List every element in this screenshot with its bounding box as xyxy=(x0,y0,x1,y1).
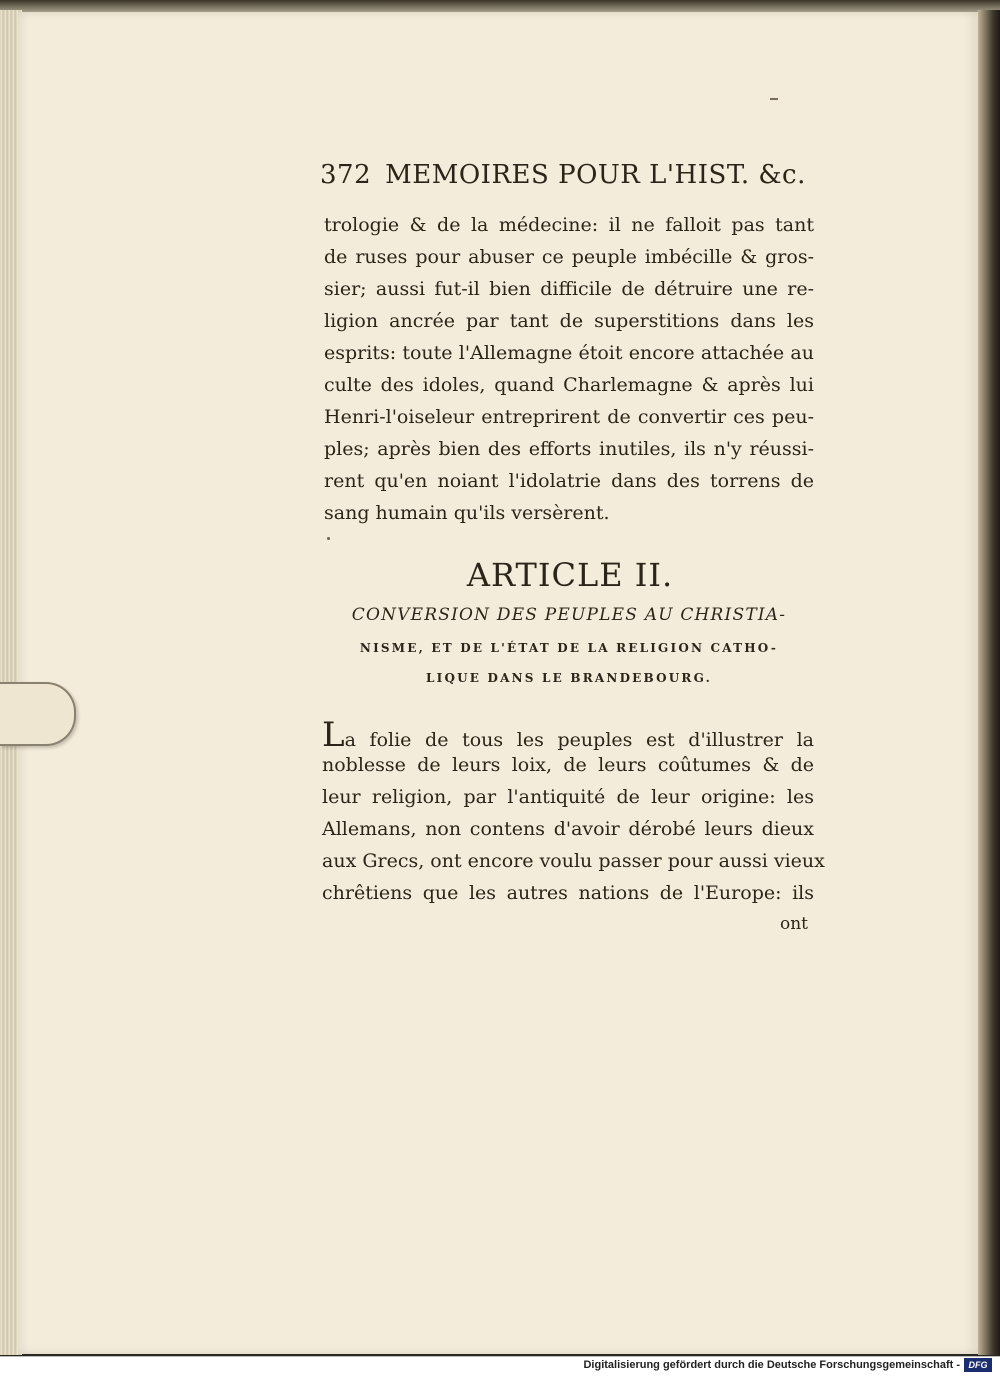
text-line: culte des idoles, quand Charlemagne & après lui xyxy=(324,374,814,396)
text-line: trologie & de la médecine: il ne falloit pas tant xyxy=(324,214,814,236)
article-subtitle-line: CONVERSION DES PEUPLES AU CHRISTIA- xyxy=(351,605,787,625)
text-line: Henri-l'oiseleur entreprirent de convertir ces peu- xyxy=(324,406,814,428)
text-line: chrêtiens que les autres nations de l'Europe: ils xyxy=(322,882,814,904)
text-line: leur religion, par l'antiquité de leur origine: les xyxy=(322,786,814,808)
drop-cap: L xyxy=(322,715,345,755)
text-line: aux Grecs, ont encore voulu passer pour aussi vieux xyxy=(322,850,825,872)
ink-mark xyxy=(770,98,778,100)
text-line: ligion ancrée par tant de superstitions dans les xyxy=(324,310,814,332)
funding-credit: Digitalisierung gefördert durch die Deutsche Forschungsgemeinschaft - xyxy=(583,1359,960,1371)
page-tab-marker xyxy=(0,682,76,746)
text-line: noblesse de leurs loix, de leurs coûtumes & de xyxy=(322,754,814,776)
text-line: sier; aussi fut-il bien difficile de détruire une re- xyxy=(324,278,814,300)
paragraph-first-rest: a folie de tous les peuples est d'illustrer la xyxy=(344,729,814,751)
text-line: esprits: toute l'Allemagne étoit encore attachée au xyxy=(324,342,814,364)
text-line: Allemans, non contens d'avoir dérobé leurs dieux xyxy=(322,818,814,840)
book-spine-edge xyxy=(978,10,1000,1355)
dfg-logo: DFG xyxy=(964,1358,992,1372)
running-head-title: MEMOIRES POUR L'HIST. &c. xyxy=(385,160,806,190)
article-subtitle-line: NISME, ET DE L'ÉTAT DE LA RELIGION CATHO- xyxy=(359,641,779,655)
article-subtitle-line: LIQUE DANS LE BRANDEBOURG. xyxy=(426,671,712,685)
catchword: ont xyxy=(780,914,809,934)
text-line: sang humain qu'ils versèrent. xyxy=(324,502,610,524)
page-number: 372 xyxy=(320,160,372,190)
text-line: ples; après bien des efforts inutiles, ils n'y réussi- xyxy=(324,438,814,460)
paragraph-first-line xyxy=(322,715,814,755)
text-line: rent qu'en noiant l'idolatrie dans des torrens de xyxy=(324,470,814,492)
text-line: de ruses pour abuser ce peuple imbécille & gros- xyxy=(324,246,814,268)
ink-dot xyxy=(327,537,330,540)
article-title: ARTICLE II. xyxy=(466,556,674,594)
running-head xyxy=(320,160,820,190)
